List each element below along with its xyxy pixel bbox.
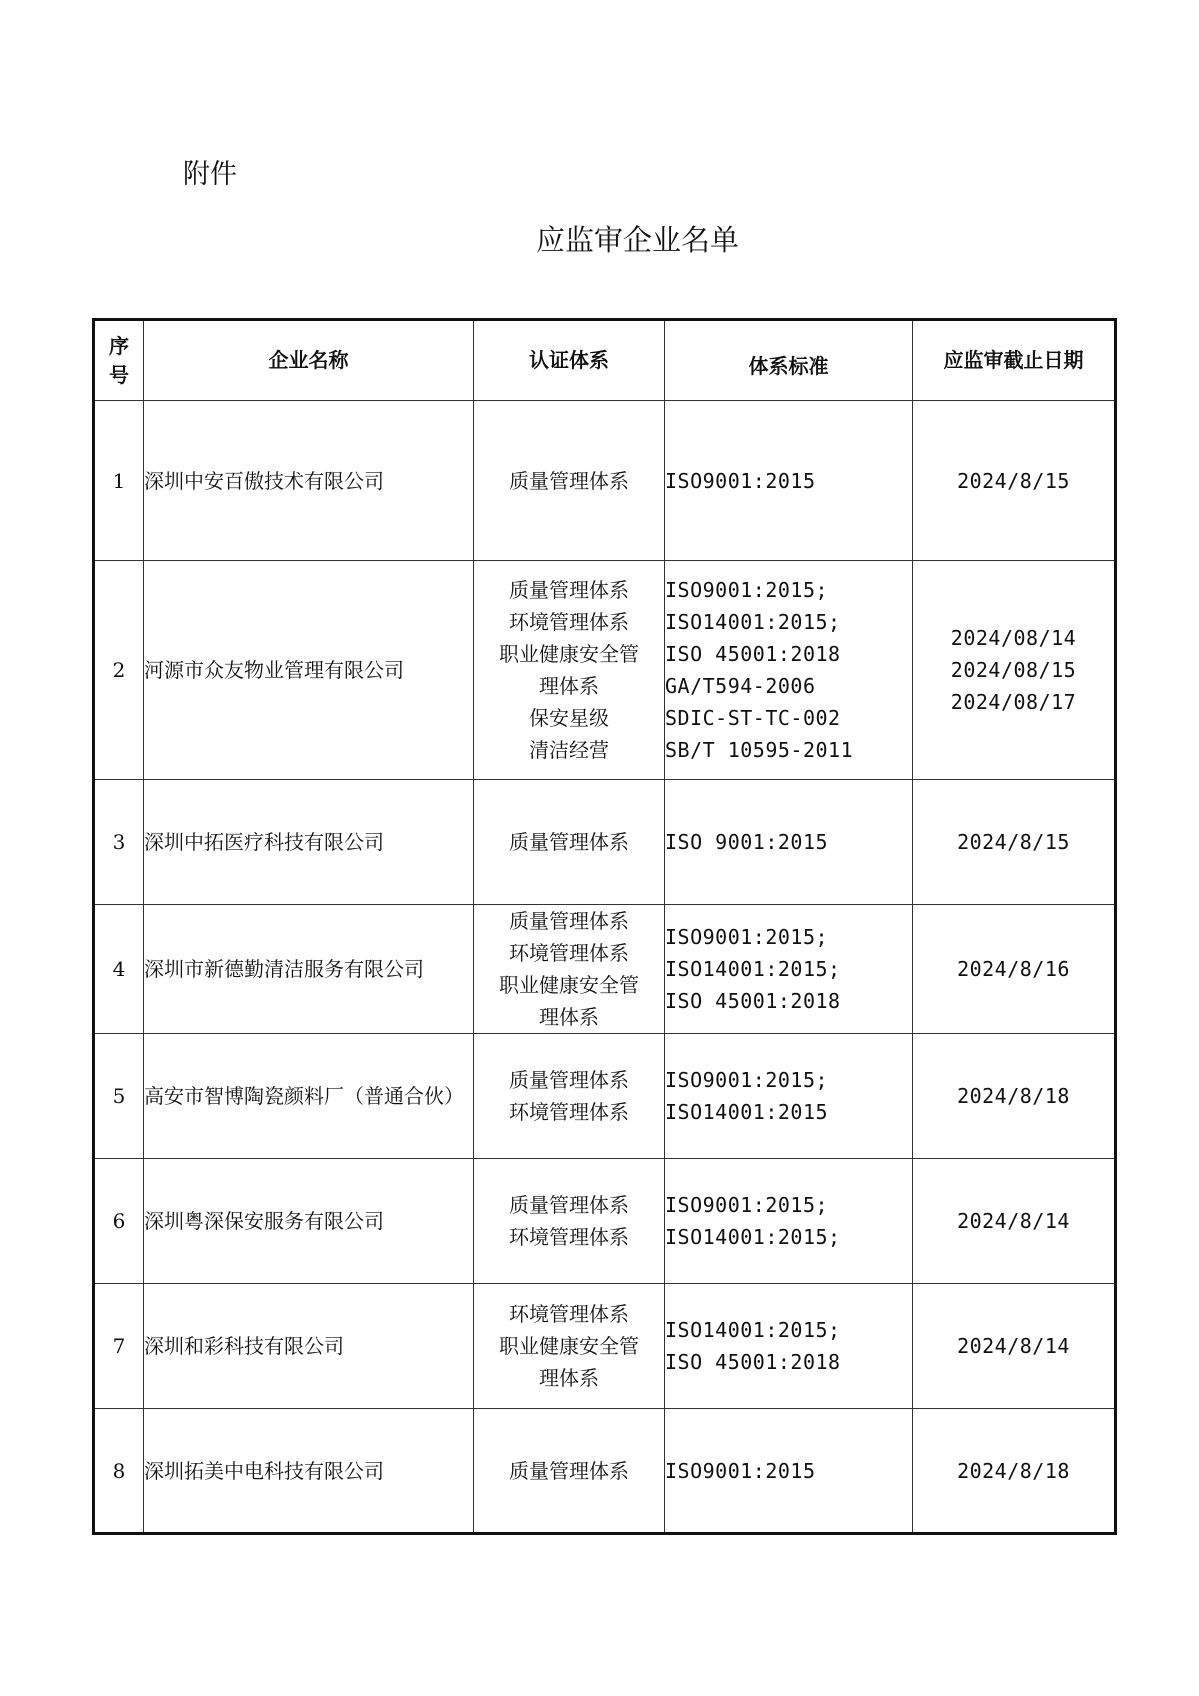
standard-line: ISO 45001:2018 — [665, 1350, 841, 1374]
standard-line: ISO9001:2015 — [665, 1458, 816, 1483]
deadline-line: 2024/8/14 — [957, 1334, 1070, 1358]
cell-standard — [665, 1284, 913, 1409]
system-line: 质量管理体系 — [509, 1068, 629, 1092]
cell-deadline — [913, 1409, 1116, 1534]
cell-deadline — [913, 561, 1116, 780]
cell-certification-system — [474, 780, 665, 905]
cell-no: 1 — [94, 401, 144, 561]
standard-line: ISO14001:2015 — [665, 1100, 829, 1124]
cell-deadline — [913, 401, 1116, 561]
cell-deadline — [913, 905, 1116, 1034]
system-line: 环境管理体系 — [509, 1302, 629, 1326]
cell-certification-system — [474, 905, 665, 1034]
page-title: 应监审企业名单 — [535, 223, 739, 257]
cell-company-name: 深圳拓美中电科技有限公司 — [144, 1409, 474, 1534]
cell-company-name: 高安市智博陶瓷颜料厂（普通合伙） — [144, 1034, 474, 1159]
standard-line: ISO9001:2015; — [665, 578, 829, 602]
standard-line: GA/T594-2006 — [665, 674, 816, 698]
cell-company-name: 深圳和彩科技有限公司 — [144, 1284, 474, 1409]
cell-no: 2 — [94, 561, 144, 780]
cell-standard — [665, 561, 913, 780]
cell-standard — [665, 905, 913, 1034]
cell-company-name: 河源市众友物业管理有限公司 — [144, 561, 474, 780]
header-standard — [665, 320, 913, 401]
header-deadline: 应监审截止日期 — [913, 320, 1116, 401]
deadline-line: 2024/8/18 — [957, 1084, 1070, 1108]
table-header-row — [94, 320, 1116, 401]
system-line: 质量管理体系 — [509, 1458, 629, 1483]
deadline-line: 2024/8/18 — [957, 1458, 1070, 1483]
system-line: 职业健康安全管 — [499, 973, 639, 997]
cell-company-name: 深圳中拓医疗科技有限公司 — [144, 780, 474, 905]
deadline-line: 2024/8/14 — [957, 1209, 1070, 1233]
enterprise-list-table — [92, 318, 1117, 1535]
cell-certification-system — [474, 561, 665, 780]
cell-no: 6 — [94, 1159, 144, 1284]
cell-no: 4 — [94, 905, 144, 1034]
standard-line: SB/T 10595-2011 — [665, 738, 854, 762]
table-row — [94, 1284, 1116, 1409]
standard-line: ISO 45001:2018 — [665, 989, 841, 1013]
cell-certification-system — [474, 1409, 665, 1534]
header-standard-label: 体系标准 — [748, 354, 829, 378]
deadline-line: 2024/08/15 — [950, 658, 1077, 682]
table-row — [94, 1159, 1116, 1284]
cell-no: 8 — [94, 1409, 144, 1534]
cell-standard — [665, 1159, 913, 1284]
cell-standard — [665, 780, 913, 905]
system-line: 质量管理体系 — [509, 1193, 629, 1217]
table-row — [94, 401, 1116, 561]
table-row — [94, 561, 1116, 780]
header-system: 认证体系 — [474, 320, 665, 401]
system-line: 清洁经营 — [529, 738, 609, 762]
cell-no: 3 — [94, 780, 144, 905]
cell-standard — [665, 401, 913, 561]
deadline-line: 2024/8/15 — [957, 830, 1070, 854]
cell-certification-system — [474, 1159, 665, 1284]
system-line: 质量管理体系 — [509, 578, 629, 602]
deadline-line: 2024/08/14 — [950, 626, 1077, 650]
cell-no: 5 — [94, 1034, 144, 1159]
header-no — [94, 320, 144, 401]
cell-standard — [665, 1409, 913, 1534]
system-line: 职业健康安全管 — [499, 1334, 639, 1358]
system-line: 环境管理体系 — [509, 941, 629, 965]
standard-line: ISO14001:2015; — [665, 610, 841, 634]
deadline-line: 2024/8/16 — [957, 957, 1070, 981]
table-row — [94, 1034, 1116, 1159]
cell-deadline — [913, 1159, 1116, 1284]
cell-certification-system — [474, 1034, 665, 1159]
cell-no: 7 — [94, 1284, 144, 1409]
cell-standard — [665, 1034, 913, 1159]
header-name: 企业名称 — [144, 320, 474, 401]
system-line: 环境管理体系 — [509, 1225, 629, 1249]
header-no-line1: 序 — [109, 333, 129, 358]
system-line: 理体系 — [539, 1005, 599, 1029]
standard-line: ISO9001:2015; — [665, 925, 829, 949]
cell-certification-system — [474, 1284, 665, 1409]
deadline-line: 2024/08/17 — [950, 690, 1077, 714]
standard-line: ISO14001:2015; — [665, 1318, 841, 1342]
cell-company-name: 深圳粤深保安服务有限公司 — [144, 1159, 474, 1284]
standard-line: ISO14001:2015; — [665, 957, 841, 981]
standard-line: ISO 9001:2015 — [665, 830, 829, 854]
system-line: 质量管理体系 — [509, 909, 629, 933]
table-body — [94, 401, 1116, 1534]
cell-deadline — [913, 780, 1116, 905]
attachment-label: 附件 — [183, 159, 237, 190]
table-row — [94, 905, 1116, 1034]
standard-line: ISO14001:2015; — [665, 1225, 841, 1249]
system-line: 职业健康安全管 — [499, 642, 639, 666]
cell-deadline — [913, 1284, 1116, 1409]
system-line: 质量管理体系 — [509, 830, 629, 854]
cell-company-name: 深圳市新德勤清洁服务有限公司 — [144, 905, 474, 1034]
system-line: 质量管理体系 — [509, 468, 629, 493]
table-row — [94, 780, 1116, 905]
cell-deadline — [913, 1034, 1116, 1159]
system-line: 理体系 — [539, 674, 599, 698]
table-row — [94, 1409, 1116, 1534]
standard-line: ISO9001:2015 — [665, 468, 816, 493]
header-no-line2: 号 — [109, 362, 129, 387]
cell-certification-system — [474, 401, 665, 561]
standard-line: SDIC-ST-TC-002 — [665, 706, 841, 730]
deadline-line: 2024/8/15 — [957, 468, 1070, 493]
system-line: 环境管理体系 — [509, 1100, 629, 1124]
system-line: 环境管理体系 — [509, 610, 629, 634]
standard-line: ISO9001:2015; — [665, 1193, 829, 1217]
system-line: 理体系 — [539, 1366, 599, 1390]
standard-line: ISO 45001:2018 — [665, 642, 841, 666]
system-line: 保安星级 — [529, 706, 609, 730]
cell-company-name: 深圳中安百傲技术有限公司 — [144, 401, 474, 561]
standard-line: ISO9001:2015; — [665, 1068, 829, 1092]
